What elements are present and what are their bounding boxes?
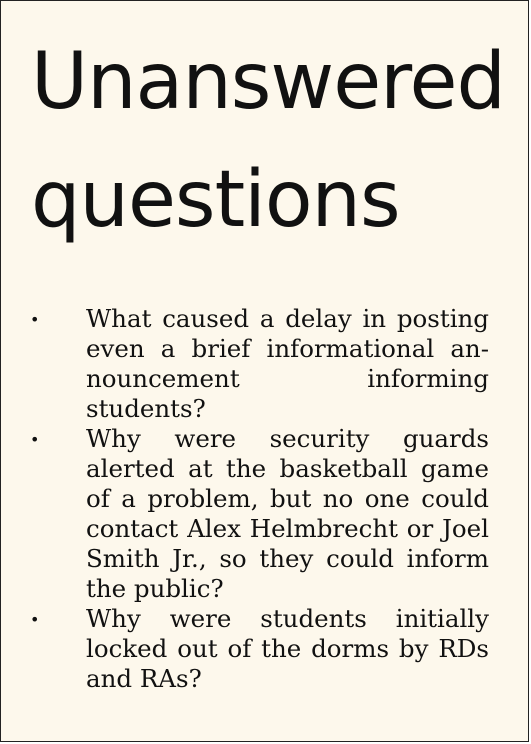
bullet-icon: •: [30, 610, 40, 629]
headline-line-2: questions: [31, 155, 400, 245]
headline: [31, 23, 511, 259]
question-list: [27, 304, 489, 694]
bullet-icon: •: [30, 430, 40, 449]
question-item-3: [27, 604, 489, 694]
question-text-2: Why were security guards alerted at the basketball game of a problem, but no one could contact Alex Helmbrecht or Joel Smith Jr., so they could inform the public?: [86, 424, 489, 603]
question-item-2: [27, 424, 489, 604]
bullet-icon: •: [30, 310, 40, 329]
question-item-1: [27, 304, 489, 424]
question-text-3: Why were students initially locked out of the dorms by RDs and RAs?: [86, 604, 489, 693]
question-text-1: What caused a delay in posting even a brief informational announcement informing students?: [86, 304, 489, 423]
headline-line-1: Unanswered: [31, 37, 506, 127]
